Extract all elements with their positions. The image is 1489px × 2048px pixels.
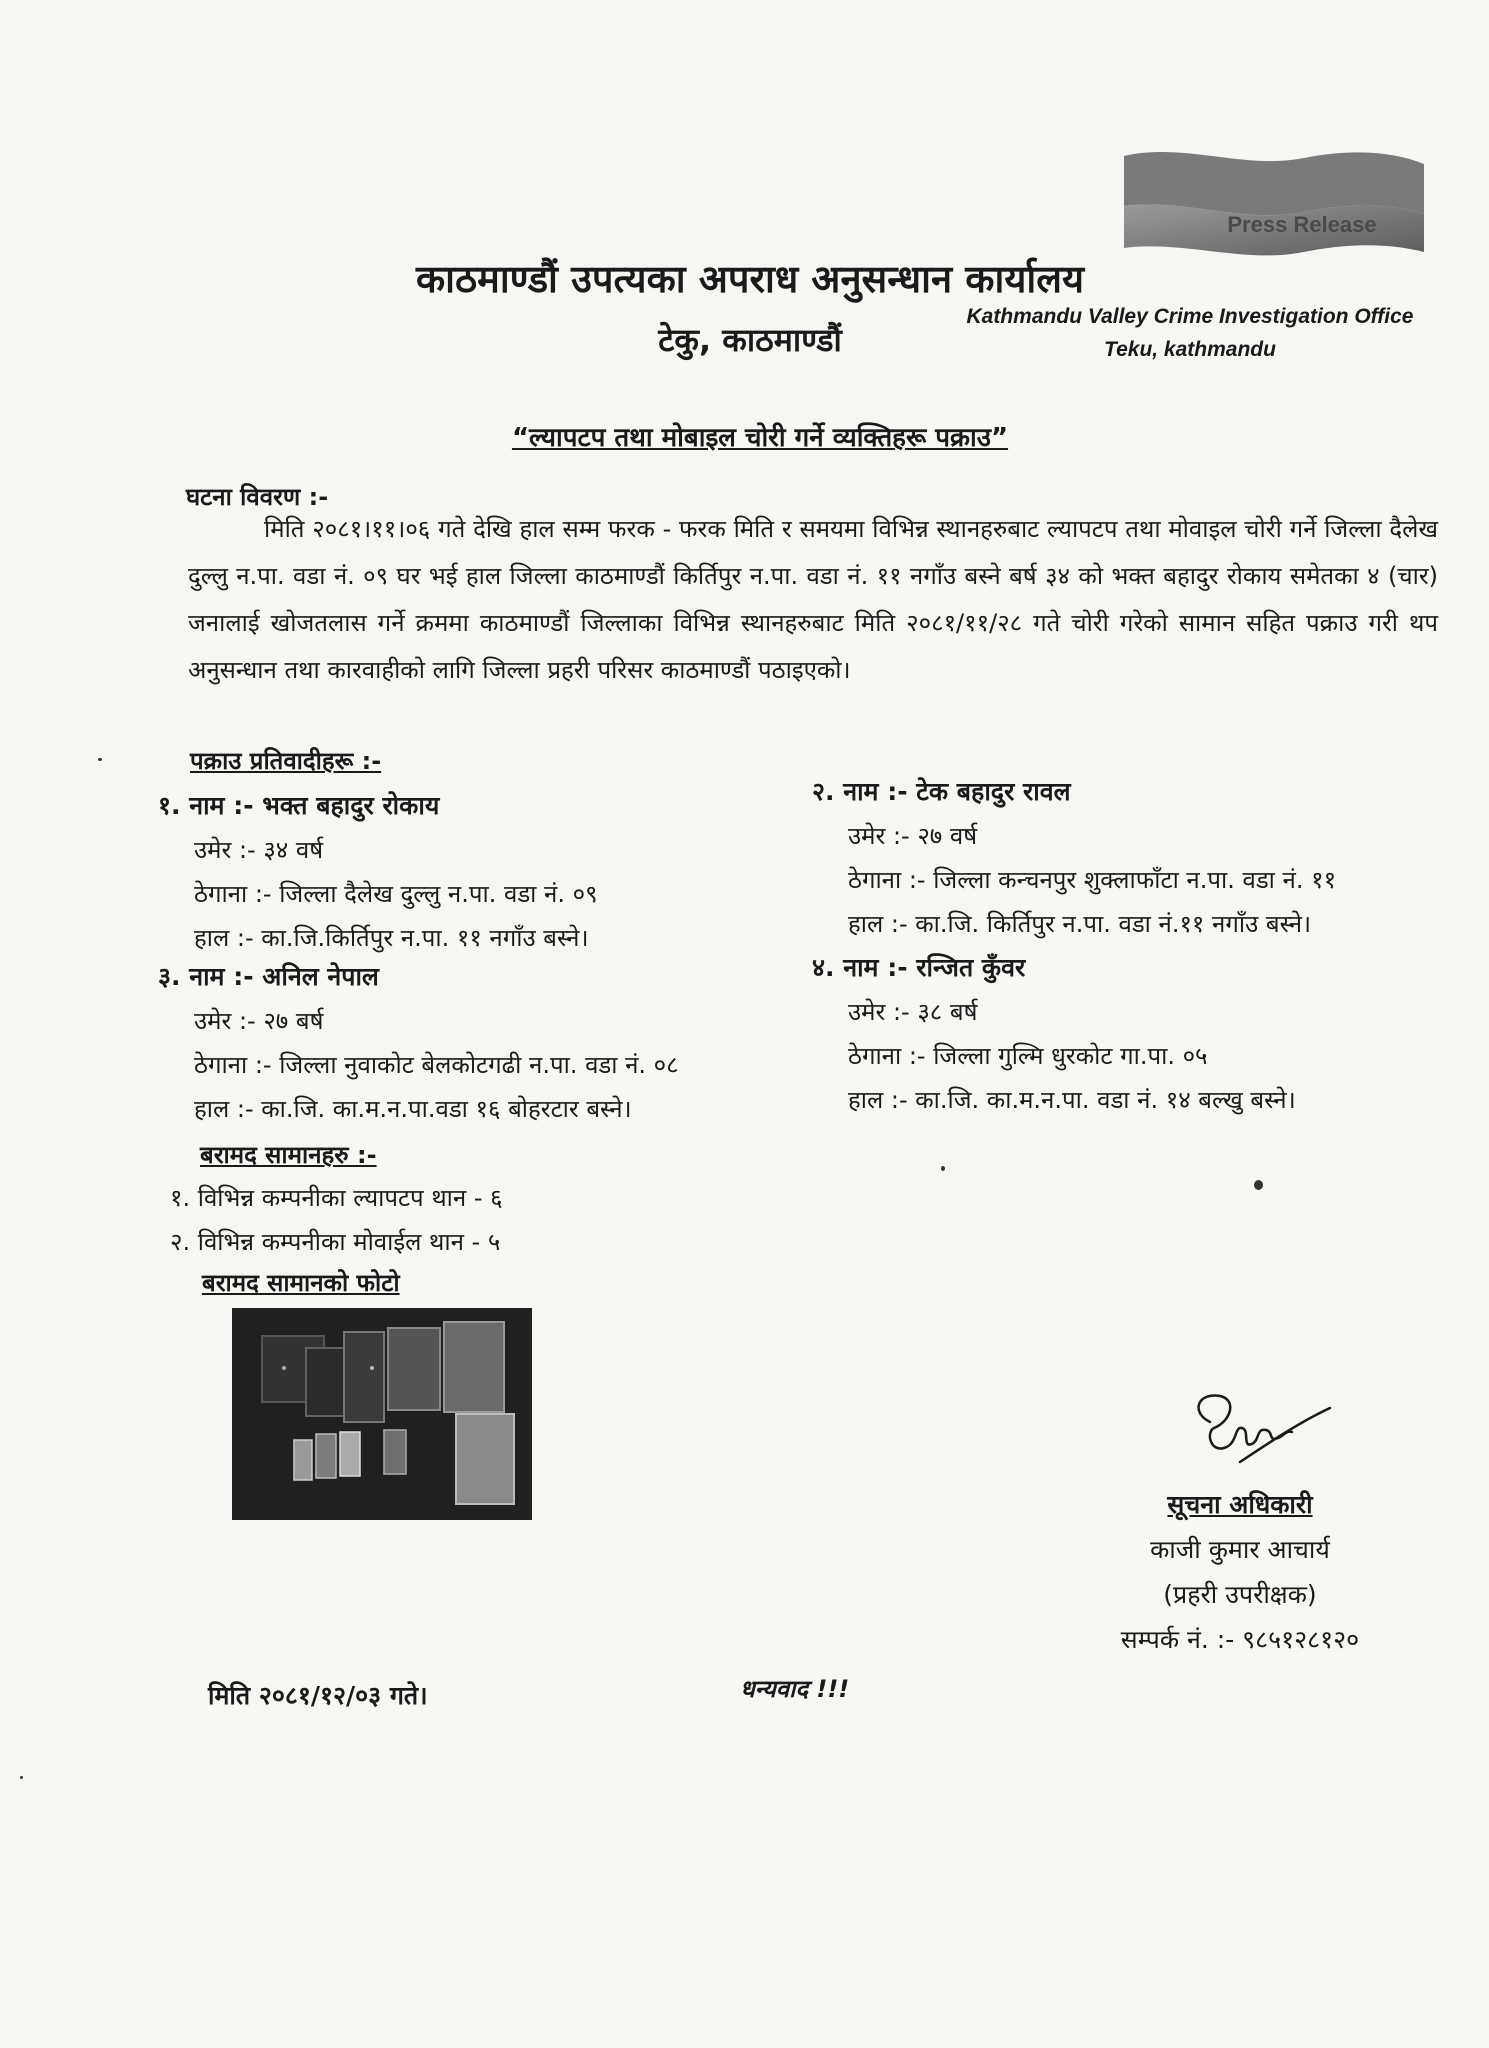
signatory-name: काजी कुमार आचार्य xyxy=(1150,1535,1330,1564)
scan-speck xyxy=(98,758,102,761)
ribbon-graphic xyxy=(1124,148,1424,268)
incident-label: घटना विवरण :- xyxy=(186,483,329,511)
recovered-items-image xyxy=(232,1308,532,1520)
person-4 xyxy=(812,946,1432,1122)
person-2-address: ठेगाना :- जिल्ला कन्चनपुर शुक्लाफाँटा न.पा. वडा नं. ११ xyxy=(848,866,1337,894)
scan-speck xyxy=(941,1166,945,1171)
person-2-age: उमेर :- २७ वर्ष xyxy=(848,822,978,850)
person-2 xyxy=(812,770,1432,946)
signature xyxy=(1180,1382,1340,1482)
person-4-address: ठेगाना :- जिल्ला गुल्मि धुरकोट गा.पा. ०५ xyxy=(848,1042,1208,1070)
arrested-label: पक्राउ प्रतिवादीहरू :- xyxy=(190,747,382,775)
headline: “ल्यापटप तथा मोबाइल चोरी गर्ने व्यक्तिहरू पक्राउ” xyxy=(511,423,1009,453)
recovered-label: बरामद सामानहरु :- xyxy=(200,1141,377,1169)
signatory-block xyxy=(1090,1482,1390,1662)
press-release-badge xyxy=(1124,148,1424,268)
recovered-item-1: १. विभिन्न कम्पनीका ल्यापटप थान - ६ xyxy=(170,1184,503,1212)
person-1-age: उमेर :- ३४ वर्ष xyxy=(194,836,324,864)
location-nepali: टेकु, काठमाण्डौं xyxy=(658,321,842,359)
signatory-title: सूचना अधिकारी xyxy=(1167,1490,1313,1519)
recovered-item-2: २. विभिन्न कम्पनीका मोवाईल थान - ५ xyxy=(170,1228,501,1256)
press-release-label: Press Release xyxy=(1227,212,1377,237)
release-date: मिति २०८१/१२/०३ गते। xyxy=(208,1681,428,1710)
person-2-current: हाल :- का.जि. किर्तिपुर न.पा. वडा नं.११ नगाँउ बस्ने। xyxy=(848,910,1312,938)
recovered-items-photo xyxy=(232,1308,532,1520)
person-3-name: ३. नाम :- अनिल नेपाल xyxy=(158,962,379,991)
person-3-current: हाल :- का.जि. का.म.न.पा.वडा १६ बोहरटार बस्ने। xyxy=(194,1095,632,1123)
org-name-english-line1: Kathmandu Valley Crime Investigation Office xyxy=(966,305,1414,328)
thanks-note: धन्यवाद !!! xyxy=(740,1675,850,1703)
org-name-english-line2: Teku, kathmandu xyxy=(1104,338,1276,361)
recovered-items xyxy=(170,1176,770,1264)
signatory-rank: (प्रहरी उपरीक्षक) xyxy=(1163,1580,1317,1609)
person-1-name: १. नाम :- भक्त बहादुर रोकाय xyxy=(158,791,440,820)
person-1-address: ठेगाना :- जिल्ला दैलेख दुल्लु न.पा. वडा नं. ०९ xyxy=(194,880,598,908)
scan-speck xyxy=(1254,1180,1263,1190)
photo-label: बरामद सामानको फोटो xyxy=(202,1269,400,1297)
person-3-address: ठेगाना :- जिल्ला नुवाकोट बेलकोटगढी न.पा. वडा नं. ०८ xyxy=(194,1051,679,1079)
scan-speck xyxy=(20,1776,23,1779)
person-1-current: हाल :- का.जि.किर्तिपुर न.पा. ११ नगाँउ बस्ने। xyxy=(194,924,589,952)
person-4-name: ४. नाम :- रन्जित कुँवर xyxy=(812,953,1026,982)
person-1 xyxy=(158,784,778,960)
handwritten-signature xyxy=(1180,1382,1340,1482)
person-3-age: उमेर :- २७ बर्ष xyxy=(194,1007,324,1035)
person-4-age: उमेर :- ३८ बर्ष xyxy=(848,998,978,1026)
org-name-nepali: काठमाण्डौं उपत्यका अपराध अनुसन्धान कार्यालय xyxy=(415,257,1085,301)
signatory-contact: सम्पर्क नं. :- ९८५१२८१२० xyxy=(1120,1625,1360,1654)
org-name-english xyxy=(960,300,1420,366)
person-3 xyxy=(158,955,778,1131)
person-2-name: २. नाम :- टेक बहादुर रावल xyxy=(812,777,1071,806)
incident-text: मिति २०८१।११।०६ गते देखि हाल सम्म फरक - फरक मिति र समयमा विभिन्न स्थानहरुबाट ल्यापटप तथा मोवाइल चोरी गर्ने जिल्ला दैलेख दुल्लु न.पा. वडा नं. ०९ घर भई हाल जिल्ला काठमाण्डौं किर्तिपुर न.पा. वडा नं. ११ नगाँउ बस्ने बर्ष ३४ को भक्त बहादुर रोकाय समेतका ४ (चार) जनालाई खोजतलास गर्ने क्रममा काठमाण्डौं जिल्लाका विभिन्न स्थानहरुबाट मिति २०८१/११/२८ गते चोरी गरेको सामान सहित पक्राउ गरी थप अनुसन्धान तथा कारवाहीको लागि जिल्ला प्रहरी परिसर काठमाण्डौं पठाइएको। xyxy=(188,515,1438,684)
person-4-current: हाल :- का.जि. का.म.न.पा. वडा नं. १४ बल्खु बस्ने। xyxy=(848,1086,1296,1114)
